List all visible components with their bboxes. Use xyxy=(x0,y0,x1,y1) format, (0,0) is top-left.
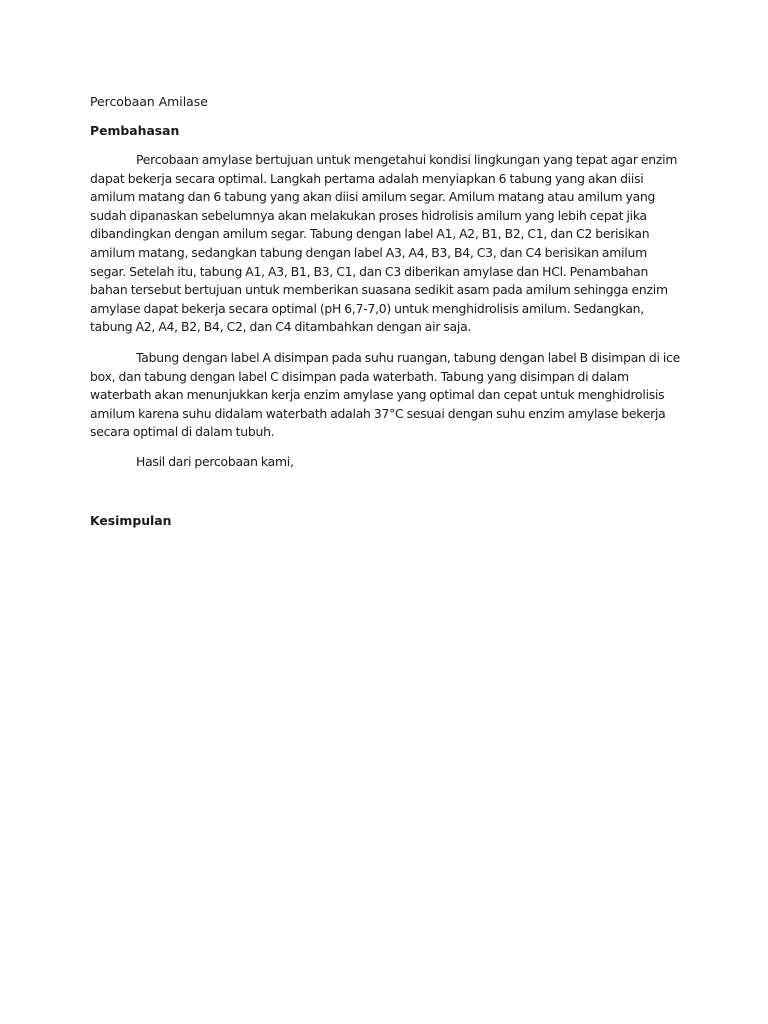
paragraph-2-text: Tabung dengan label A disimpan pada suhu ruangan, tabung dengan label B disimpan di ice box, dan tabung dengan label C disimpan pada waterbath. Tabung yang disimpan di dalam waterbath akan menunjukkan kerja enzim amylase yang optimal dan cepat untuk menghidrolisis amilum karena suhu didalam waterbath adalah 37°C sesuai dengan suhu enzim amylase bekerja secara optimal di dalam tubuh. xyxy=(90,350,680,440)
paragraph-3-text: Hasil dari percobaan kami, xyxy=(136,454,294,469)
paragraph-2 xyxy=(90,349,680,442)
section-heading-pembahasan: Pembahasan xyxy=(90,123,180,138)
document-title: Percobaan Amilase xyxy=(90,94,208,109)
paragraph-1-text: Percobaan amylase bertujuan untuk mengetahui kondisi lingkungan yang tepat agar enzim dapat bekerja secara optimal. Langkah pertama adalah menyiapkan 6 tabung yang akan diisi amilum matang dan 6 tabung yang akan diisi amilum segar. Amilum matang atau amilum yang sudah dipanaskan sebelumnya akan melakukan proses hidrolisis amilum yang lebih cepat jika dibandingkan dengan amilum segar. Tabung dengan label A1, A2, B1, B2, C1, dan C2 berisikan amilum matang, sedangkan tabung dengan label A3, A4, B3, B4, C3, dan C4 berisikan amilum segar. Setelah itu, tabung A1, A3, B1, B3, C1, dan C3 diberikan amylase dan HCl. Penambahan bahan tersebut bertujuan untuk memberikan suasana sedikit asam pada amilum sehingga enzim amylase dapat bekerja secara optimal (pH 6,7-7,0) untuk menghidrolisis amilum. Sedangkan, tabung A2, A4, B2, B4, C2, dan C4 ditambahkan dengan air saja. xyxy=(90,152,678,335)
paragraph-1 xyxy=(90,151,680,337)
paragraph-3 xyxy=(90,453,680,472)
section-heading-kesimpulan: Kesimpulan xyxy=(90,513,172,528)
